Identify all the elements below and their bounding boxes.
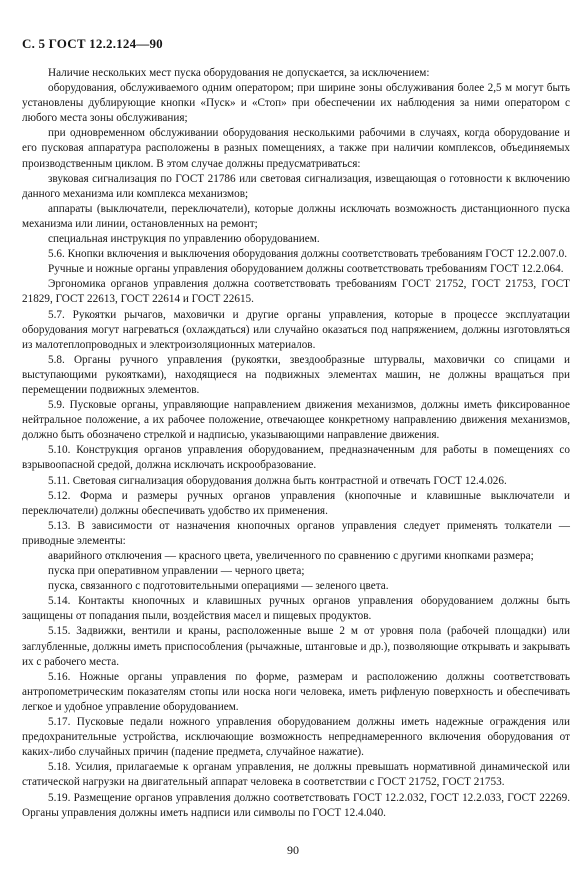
paragraph-5-9: 5.9. Пусковые органы, управляющие направлением движения механизмов, должны иметь фиксированное нейтральное положение, а их рабочее положение, отвечающее конкретному направлению движения механизмов, должно быть обозначено стрелкой и надписью, указывающими направление движения.	[22, 399, 570, 442]
paragraph-emergency-button: аварийного отключения — красного цвета, увеличенного по сравнению с другими кнопками размера;	[48, 550, 534, 562]
paragraph-prep-start-button: пуска, связанного с подготовительными операциями — зеленого цвета.	[48, 580, 389, 593]
paragraph-5-11: 5.11. Световая сигнализация оборудования должна быть контрастной и отвечать ГОСТ 12.4.026.	[48, 474, 507, 487]
paragraph-5-7: 5.7. Рукоятки рычагов, маховички и другие органы управления, которые в процессе эксплуатации оборудования могут нагреваться (охлаждаться) или случайно оказаться под напряжением, должны изготовляться из малотеплопроводных и электроизоляционных материалов.	[22, 308, 570, 351]
page-number: 90	[287, 843, 299, 857]
paragraph-5-15: 5.15. Задвижки, вентили и краны, расположенные выше 2 м от уровня пола (рабочей площадки) или заглубленные, должны иметь приспособления (рычажные, штанговые и др.), позволяющие открывать и закрывать их с рабочего места.	[22, 625, 570, 668]
paragraph-5-6: 5.6. Кнопки включения и выключения оборудования должны соответствовать требованиям ГОСТ 12.2.007.0.	[48, 248, 568, 261]
paragraph-5-14: 5.14. Контакты кнопочных и клавишных ручных органов управления оборудованием должны быть защищены от попадания пыли, воздействия масел и пищевых продуктов.	[22, 595, 570, 623]
paragraph-5-8: 5.8. Органы ручного управления (рукоятки, звездообразные штурвалы, маховички со спицами и выступающими рукоятками), находящиеся на подвижных элементах машин, не должны вращаться при перемещении подвижных элементов.	[22, 353, 570, 396]
paragraph-start-button: пуска при оперативном управлении — черного цвета;	[48, 565, 305, 578]
document-body	[22, 66, 570, 821]
paragraph-5-17: 5.17. Пусковые педали ножного управления оборудованием должны иметь надежные ограждения или предохранительные устройства, исключающие возможность непреднамеренного включения оборудования от каких-либо случайных причин (падение предмета, случайное нажатие).	[22, 716, 570, 759]
paragraph-single-operator: оборудования, обслуживаемого одним оператором; при ширине зоны обслуживания более 2,5 м могут быть установлены дублирующие кнопки «Пуск» и «Стоп» при обеспечении их наблюдения за ними оператором с любого места зоны обслуживания;	[22, 82, 570, 125]
paragraph-switches: аппараты (выключатели, переключатели), которые должны исключать возможность дистанционного пуска механизма или линии, остановленных на ремонт;	[22, 202, 570, 230]
paragraph-5-10: 5.10. Конструкция органов управления оборудованием, предназначенным для работы в помещениях со взрывоопасной средой, должна исключать искрообразование.	[22, 444, 570, 472]
paragraph-instruction: специальная инструкция по управлению оборудованием.	[48, 233, 320, 246]
paragraph-ergonomics: Эргономика органов управления должна соответствовать требованиям ГОСТ 21752, ГОСТ 21753, ГОСТ 21829, ГОСТ 22613, ГОСТ 22614 и ГОСТ 22615.	[22, 278, 570, 306]
paragraph-sound-signal: звуковая сигнализация по ГОСТ 21786 или световая сигнализация, извещающая о готовности к включению данного механизма или комплекса механизмов;	[22, 172, 570, 200]
paragraph-5-13: 5.13. В зависимости от назначения кнопочных органов управления следует применять толкатели — приводные элементы:	[22, 519, 570, 547]
paragraph-exceptions-intro: Наличие нескольких мест пуска оборудования не допускается, за исключением:	[48, 67, 430, 79]
paragraph-multiple-workers: при одновременном обслуживании оборудования несколькими рабочими в случаях, когда оборудование и его пусковая аппаратура расположены в разных помещениях, а также при наличии комплексов, объединяемых производственным циклом. В этом случае должны предусматриваться:	[22, 127, 570, 170]
page-header: С. 5 ГОСТ 12.2.124—90	[22, 36, 163, 51]
paragraph-5-16: 5.16. Ножные органы управления по форме, размерам и расположению должны соответствовать антропометрическим показателям стопы или носка ноги человека, иметь рифленую поверхность и обеспечивать легкое и удобное управление оборудованием.	[22, 670, 570, 713]
paragraph-manual-foot-controls: Ручные и ножные органы управления оборудованием должны соответствовать требованиям ГОСТ 12.2.064.	[48, 263, 564, 276]
paragraph-5-18: 5.18. Усилия, прилагаемые к органам управления, не должны превышать нормативной динамической или статической нагрузки на двигательный аппарат человека в соответствии с ГОСТ 21752, ГОСТ 21753.	[22, 761, 570, 789]
paragraph-5-19: 5.19. Размещение органов управления должно соответствовать ГОСТ 12.2.032, ГОСТ 12.2.033, ГОСТ 22269. Органы управления должны иметь надписи или символы по ГОСТ 12.4.040.	[22, 791, 570, 819]
paragraph-5-12: 5.12. Форма и размеры ручных органов управления (кнопочные и клавишные выключатели и переключатели) должны обеспечивать удобство их применения.	[22, 489, 570, 517]
